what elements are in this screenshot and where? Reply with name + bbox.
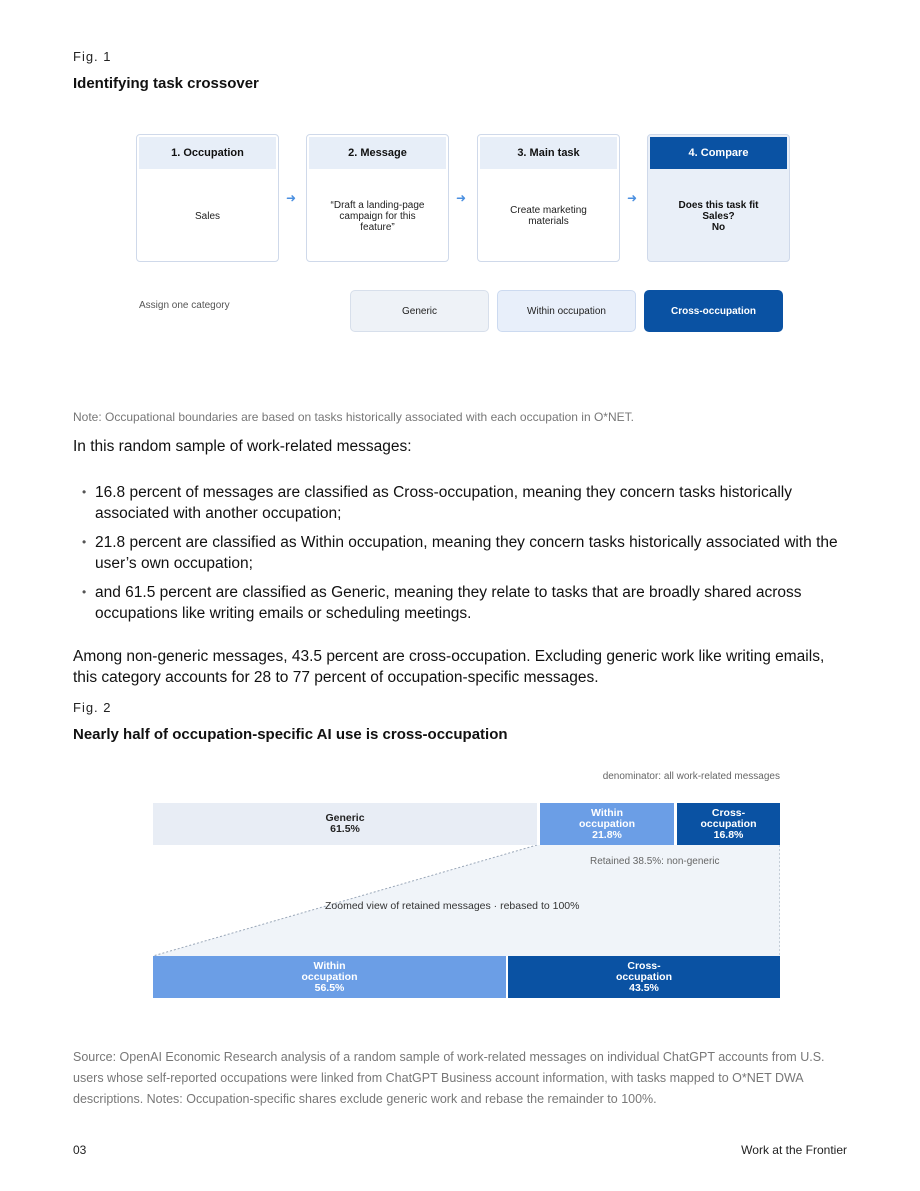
fig2-label: Fig. 2 bbox=[73, 700, 112, 715]
segment-label: occupation bbox=[700, 817, 757, 830]
zoom-label: Zoomed view of retained messages · rebased to 100% bbox=[325, 900, 580, 912]
segment-label: occupation bbox=[615, 970, 672, 983]
step-header: 2. Message bbox=[309, 137, 446, 169]
segment-cross bbox=[677, 803, 780, 845]
denominator-label: denominator: all work-related messages bbox=[602, 771, 780, 782]
list-item: • and 61.5 percent are classified as Generic, meaning they relate to tasks that are broadly shared across occupations like writing emails or scheduling meetings. bbox=[73, 582, 853, 624]
step-content: Create marketing materials bbox=[510, 205, 587, 227]
arrow-right-icon: ➜ bbox=[286, 191, 297, 205]
arrow-right-icon: ➜ bbox=[627, 191, 638, 205]
segment-value: 61.5% bbox=[330, 823, 360, 835]
assign-label: Assign one category bbox=[139, 300, 230, 311]
bullet-list bbox=[73, 482, 853, 632]
segment-label: occupation bbox=[578, 817, 635, 830]
segment-label: occupation bbox=[301, 970, 358, 983]
step-header: 3. Main task bbox=[480, 137, 617, 169]
fig1-note: Note: Occupational boundaries are based on tasks historically associated with each occupation in O*NET. bbox=[73, 410, 634, 424]
segment-label: Within bbox=[591, 806, 623, 819]
step-content: “Draft a landing-page campaign for this feature” bbox=[330, 199, 425, 233]
category-generic: Generic bbox=[350, 290, 489, 332]
step-content bbox=[652, 171, 785, 261]
step-message bbox=[306, 134, 449, 262]
compare-line: Does this task fit bbox=[678, 199, 759, 211]
segment-cross-rebased bbox=[508, 956, 780, 998]
step-main-task bbox=[477, 134, 620, 262]
fig2-source: Source: OpenAI Economic Research analysis of a random sample of work-related messages on individual ChatGPT accounts from U.S. users whose self-reported occupations were linked from ChatGPT Business account information, with tasks mapped to O*NET DWA descriptions. Notes: Occupation-specific shares exclude generic work and rebase the remainder to 100%. bbox=[73, 1050, 825, 1106]
segment-value: 16.8% bbox=[713, 828, 744, 841]
compare-line: Sales? bbox=[702, 210, 735, 222]
segment-generic bbox=[153, 803, 537, 845]
fig2-chart bbox=[153, 803, 780, 998]
segment-value: 21.8% bbox=[592, 828, 622, 841]
segment-within-rebased bbox=[153, 956, 506, 998]
category-cross-occupation: Cross-occupation bbox=[644, 290, 783, 332]
fig1-label: Fig. 1 bbox=[73, 49, 112, 64]
segment-value: 43.5% bbox=[629, 981, 659, 994]
segment-within bbox=[540, 803, 674, 845]
step-content: Sales bbox=[194, 210, 220, 222]
fig1-title: Identifying task crossover bbox=[73, 75, 259, 92]
page-number: 03 bbox=[73, 1143, 87, 1157]
step-occupation bbox=[136, 134, 279, 262]
retained-label: Retained 38.5%: non-generic bbox=[590, 856, 720, 867]
segment-label: Cross- bbox=[711, 806, 746, 819]
list-item: • 21.8 percent are classified as Within occupation, meaning they concern tasks historically associated with the user’s own occupation; bbox=[73, 532, 853, 574]
step-compare bbox=[647, 134, 790, 262]
doc-title: Work at the Frontier bbox=[741, 1143, 847, 1157]
segment-label: Cross- bbox=[627, 959, 661, 972]
list-item: • 16.8 percent of messages are classified as Cross-occupation, meaning they concern tasks historically associated with another occupation; bbox=[73, 482, 853, 524]
step-header: 4. Compare bbox=[650, 137, 787, 169]
body-paragraph: Among non-generic messages, 43.5 percent are cross-occupation. Excluding generic work like writing emails, this category accounts for 28 to 77 percent of occupation-specific messages. bbox=[73, 648, 825, 686]
segment-value: 56.5% bbox=[314, 981, 345, 994]
category-within-occupation: Within occupation bbox=[497, 290, 636, 332]
intro-text: In this random sample of work-related messages: bbox=[73, 438, 412, 455]
arrow-right-icon: ➜ bbox=[456, 191, 467, 205]
segment-label: Within bbox=[313, 959, 346, 972]
step-header: 1. Occupation bbox=[139, 137, 276, 169]
compare-result: No bbox=[711, 221, 726, 233]
fig2-title: Nearly half of occupation-specific AI use is cross-occupation bbox=[73, 726, 508, 743]
segment-label: Generic bbox=[325, 812, 365, 824]
